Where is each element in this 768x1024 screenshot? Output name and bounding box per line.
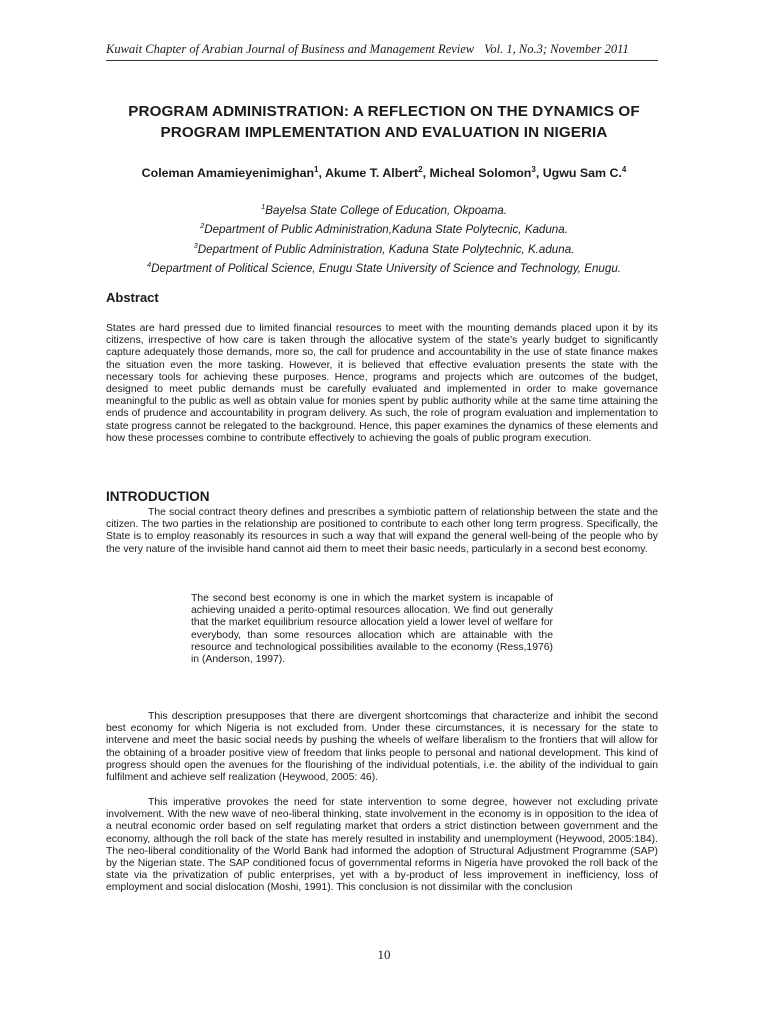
author-name: Ugwu Sam C. xyxy=(542,166,622,181)
affiliation-text: Department of Public Administration,Kaduna State Polytecnic, Kaduna. xyxy=(204,223,568,237)
block-quote: The second best economy is one in which the market system is incapable of achieving unaided a perito-optimal resources allocation. We find out generally that the market equilibrium resource allocation yield a lower level of welfare for everybody, than some resources allocation which are attainable with the resource and technological possibilities available to the economy (Ress,1976) in (Anderson, 1997). xyxy=(191,593,553,666)
affiliation xyxy=(96,199,672,218)
page-number: 10 xyxy=(377,947,391,962)
affiliation-text: Department of Public Administration, Kaduna State Polytechnic, K.aduna. xyxy=(197,242,575,256)
introduction-heading: INTRODUCTION xyxy=(106,489,210,504)
author-separator: , xyxy=(318,166,325,181)
title-line-1: PROGRAM ADMINISTRATION: A REFLECTION ON THE DYNAMICS OF xyxy=(128,103,640,120)
author-name: Micheal Solomon xyxy=(429,166,532,181)
affiliation-mark: 1 xyxy=(261,202,266,211)
author-list xyxy=(96,165,672,180)
author-name: Akume T. Albert xyxy=(324,166,419,181)
affiliation-mark: 2 xyxy=(200,221,205,231)
title-line-2: PROGRAM IMPLEMENTATION AND EVALUATION IN NIGERIA xyxy=(160,124,608,141)
affiliation-text: Department of Political Science, Enugu State University of Science and Technology, Enugu. xyxy=(151,261,621,275)
affiliation-list xyxy=(96,199,672,276)
author-separator: , xyxy=(422,166,430,181)
paper-title xyxy=(96,101,672,143)
running-header xyxy=(106,42,658,57)
abstract-heading: Abstract xyxy=(106,290,159,305)
author-mark: 1 xyxy=(314,165,319,174)
affiliation xyxy=(96,218,672,237)
header-rule xyxy=(106,60,658,61)
affiliation xyxy=(96,257,672,276)
affiliation-mark: 3 xyxy=(193,240,198,250)
abstract-text: States are hard pressed due to limited financial resources to meet with the mounting demands placed upon it by its citizens, irrespective of how care is taken through the allocative system of the state’s yearly budget to significantly capture adequately those demands, more so, the call for prudence and accountability in the use of state finance makes the situation even the more tasking. However, it is believed that effective evaluation presents the state with the necessary tools for achieving these purposes. Hence, programs and projects which are outcomes of the budget, designed to meet public demands must be carefully evaluated and implemented in order to make governance meaningful to the public as well as obtain value for monies spent by public authority while at the same time attaining the ends of prudence and accountability in program delivery. As such, the role of program evaluation and implementation to state progress cannot be relegated to the background. Hence, this paper examines the dynamics of these elements and how these processes combine to contribute effectively to achieving the goals of public program execution. xyxy=(106,323,658,444)
introduction-paragraph-1: The social contract theory defines and prescribes a symbiotic pattern of relationship between the state and the citizen. The two parties in the relationship are positioned to contribute to each other long term progress. Specifically, the State is to employ reasonably its resources in such a way that will expand the general well-being of the people who by the very nature of the invisible hand cannot aid them to meet their basic needs, particularly in a second best economy. xyxy=(106,507,658,555)
author-mark: 4 xyxy=(621,165,627,174)
author-name: Coleman Amamieyenimighan xyxy=(141,166,315,181)
journal-volume: Vol. 1, No.3; November 2011 xyxy=(484,42,629,56)
introduction-paragraph-3: This imperative provokes the need for state intervention to some degree, however not excluding private involvement. With the new wave of neo-liberal thinking, state involvement in the economy is in opposition to the idea of a neutral economic order based on self regulating market that orders a strict distinction between government and the economy, although the roll back of the state has merely resulted in instability and unemployment (Heywood, 2005:184). The neo-liberal conditionality of the World Bank had informed the adoption of Structural Adjustment Programme (SAP) by the Nigerian state. The SAP conditioned focus of governmental reforms in Nigeria have provoked the roll back of the state via the privatization of public enterprises, yet with a by-product of less improvement in inefficiency, loss of employment and social dislocation (Moshi, 1991). This conclusion is not dissimilar with the conclusion xyxy=(106,797,658,894)
journal-name: Kuwait Chapter of Arabian Journal of Business and Management Review xyxy=(106,42,475,56)
affiliation xyxy=(96,238,672,257)
affiliation-mark: 4 xyxy=(147,260,152,270)
affiliation-text: Bayelsa State College of Education, Okpoama. xyxy=(265,203,507,217)
author-separator: , xyxy=(535,166,543,181)
author-mark: 3 xyxy=(531,165,536,174)
author-mark: 2 xyxy=(418,165,423,174)
introduction-paragraph-2: This description presupposes that there are divergent shortcomings that characterize and inhibit the second best economy for which Nigeria is not excluded from. Under these circumstances, it is necessary for the state to intervene and meet the basic social needs by pushing the wheels of welfare liberalism to the frontiers that will allow for the obtaining of a broader positive view of freedom that links people to personal and national development. This kind of progress should open the avenues for the flourishing of the individual potentials, i.e. the ability of the individual to gain fulfilment and achieve self realization (Heywood, 2005: 46). xyxy=(106,711,658,784)
